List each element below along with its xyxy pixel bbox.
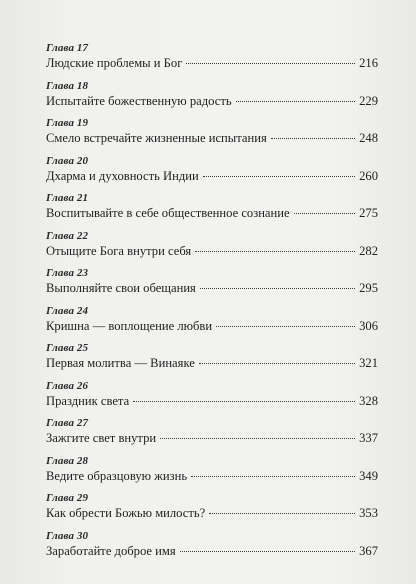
dot-leader [180, 551, 355, 552]
chapter-label: Глава 25 [46, 342, 89, 354]
page-number: 367 [359, 543, 378, 558]
page-number: 306 [359, 318, 378, 333]
toc-entry-29 [46, 492, 378, 530]
chapter-title: Выполняйте свои обещания [46, 281, 196, 295]
toc-entry-20 [46, 155, 378, 193]
dot-leader [186, 63, 355, 64]
toc-line [46, 393, 378, 409]
toc-line [46, 355, 378, 371]
dot-leader [203, 176, 355, 177]
toc-entry-19 [46, 117, 378, 155]
chapter-label: Глава 24 [46, 304, 89, 317]
dot-leader [209, 513, 355, 514]
chapter-title: Воспитывайте в себе общественное сознание [46, 206, 290, 220]
toc-line [46, 543, 378, 559]
chapter-label: Глава 26 [46, 379, 89, 392]
chapter-label: Глава 23 [46, 267, 89, 279]
toc-entry-22 [46, 230, 378, 268]
toc-entry-24 [46, 305, 378, 343]
dot-leader [195, 251, 355, 252]
toc-line [46, 55, 378, 71]
toc-line [46, 468, 378, 484]
chapter-label: Глава 21 [46, 192, 89, 204]
dot-leader [199, 363, 355, 364]
dot-leader [271, 138, 355, 139]
page-number: 321 [359, 356, 378, 370]
chapter-title: Ведите образцовую жизнь [46, 468, 188, 483]
chapter-title: Кришна — воплощение любви [46, 318, 213, 333]
page-number: 229 [359, 93, 378, 108]
page-number: 248 [359, 131, 378, 145]
page-number: 282 [359, 243, 378, 258]
chapter-title: Заработайте доброе имя [46, 543, 176, 558]
chapter-label: Глава 29 [46, 492, 89, 504]
toc-entry-25 [46, 342, 378, 380]
toc-line [46, 318, 378, 334]
chapter-label: Глава 19 [46, 117, 89, 129]
toc-entry-23 [46, 267, 378, 305]
dot-leader [294, 213, 356, 214]
chapter-title: Праздник света [46, 393, 130, 408]
page-number: 295 [359, 281, 378, 295]
chapter-label: Глава 17 [46, 42, 89, 54]
toc-line [46, 430, 378, 446]
toc-line [46, 130, 378, 146]
chapter-label: Глава 22 [46, 229, 89, 242]
page-number: 337 [359, 431, 378, 445]
toc-line [46, 168, 378, 184]
chapter-label: Глава 20 [46, 154, 89, 167]
page-number: 275 [359, 206, 378, 220]
toc-entry-17 [46, 42, 378, 80]
dot-leader [133, 401, 355, 402]
toc-line [46, 505, 378, 521]
dot-leader [216, 326, 355, 327]
toc-line [46, 205, 378, 221]
toc-entry-27 [46, 417, 378, 455]
page-number: 216 [359, 56, 378, 70]
dot-leader [236, 101, 356, 102]
chapter-title: Зажгите свет внутри [46, 431, 157, 445]
chapter-title: Испытайте божественную радость [46, 93, 232, 108]
chapter-label: Глава 18 [46, 79, 89, 92]
chapter-label: Глава 27 [46, 417, 89, 429]
toc-entry-26 [46, 380, 378, 418]
chapter-label: Глава 30 [46, 529, 89, 542]
chapter-title: Первая молитва — Винаяке [46, 356, 195, 370]
page-number: 260 [359, 168, 378, 183]
toc-entry-18 [46, 80, 378, 118]
chapter-title: Дхарма и духовность Индии [46, 168, 199, 183]
page-number: 349 [359, 468, 378, 483]
toc-line [46, 280, 378, 296]
chapter-label: Глава 28 [46, 454, 89, 467]
dot-leader [160, 438, 355, 439]
toc-entry-30 [46, 530, 378, 568]
page-number: 328 [359, 393, 378, 408]
page-number: 353 [359, 506, 378, 520]
toc-line [46, 93, 378, 109]
dot-leader [200, 288, 355, 289]
dot-leader [191, 476, 355, 477]
chapter-title: Людские проблемы и Бог [46, 56, 183, 70]
toc-entry-21 [46, 192, 378, 230]
toc-line [46, 243, 378, 259]
chapter-title: Смело встречайте жизненные испытания [46, 131, 267, 145]
chapter-title: Как обрести Божью милость? [46, 506, 206, 520]
chapter-title: Отыщите Бога внутри себя [46, 243, 192, 258]
toc-entry-28 [46, 455, 378, 493]
table-of-contents [46, 42, 378, 567]
